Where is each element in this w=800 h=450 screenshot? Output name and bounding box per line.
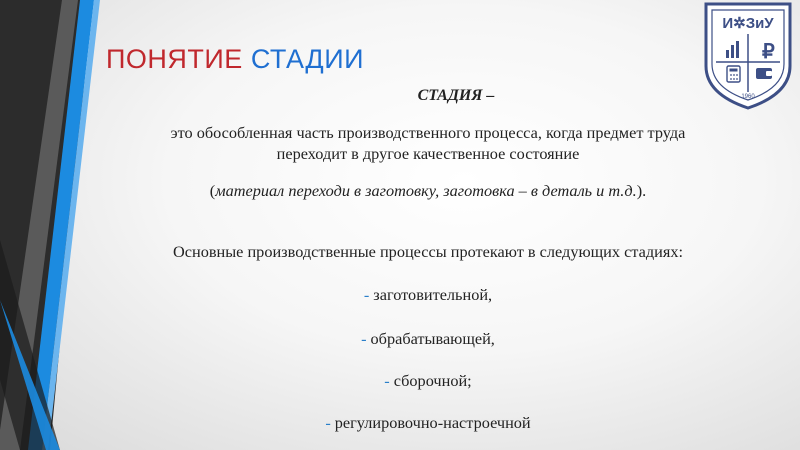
stages-intro: Основные производственные процессы протекают в следующих стадиях: [173,242,683,261]
stage-label: заготовительной, [373,285,493,304]
wallet-icon [756,68,772,79]
slide-title [106,46,364,73]
stage-item [96,370,760,391]
stage-label: обрабатывающей, [370,329,495,348]
stage-label: регулировочно-настроечной [334,413,531,432]
dash-bullet: - [361,329,367,348]
logo-text: И✲ЗиУ [722,15,774,32]
example-close: ). [636,181,647,200]
definition-line-2: переходит в другое качественное состояние [276,144,580,164]
term-heading: СТАДИЯ – [417,87,495,104]
dash-bullet: - [363,285,370,304]
definition-line-1: это обособленная часть производственного процесса, когда предмет труда [170,123,686,142]
definition-text [96,122,760,164]
stage-item [96,328,760,349]
example-text [96,180,760,201]
stage-label: сборочной; [393,371,472,390]
stage-item [96,284,760,305]
ruble-icon: ₽ [762,41,775,63]
dash-bullet: - [384,371,390,390]
example-note: материал переходи в заготовку, заготовка – в деталь и т.д. [215,181,637,200]
dash-bullet: - [325,413,331,432]
example-open: ( [209,181,216,200]
title-word-1: ПОНЯТИЕ [106,44,243,74]
stage-item [96,412,760,433]
logo-year: 1960 [741,94,755,100]
title-word-2: СТАДИИ [250,44,365,74]
